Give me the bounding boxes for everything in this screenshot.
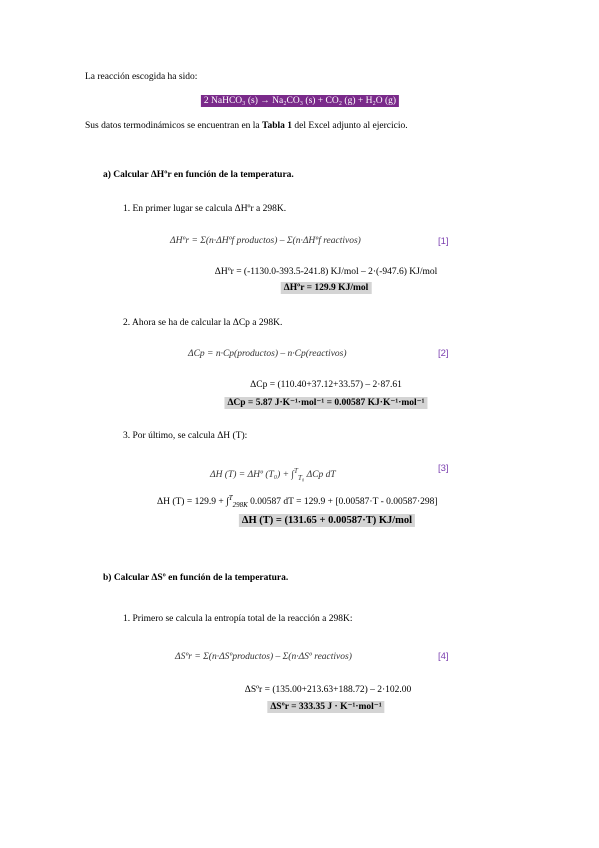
a-step3-formula-rhs: ΔCp dT [304,470,336,481]
b-step1-calc: ΔSºr = (135.00+213.63+188.72) – 2·102.00 [244,685,412,695]
integral-upper: T [228,494,233,502]
integral-icon [291,467,304,482]
a-step3-formula [210,467,336,482]
a-step1-calc: ΔHºr = (-1130.0-393.5-241.8) KJ/mol – 2·(-947.6) KJ/mol [214,267,438,277]
a-step2-result [224,397,427,408]
a-step1-text: 1. En primer lugar se calcula ΔHºr a 298K. [123,204,287,214]
a-step1-result [281,283,372,293]
integral-lower: 298K [232,501,248,510]
section-b-heading: b) Calcular ΔSº en función de la temperatura. [103,573,289,583]
a-step3-result-box: ΔH (T) = (131.65 + 0.00587·T) KJ/mol [239,514,415,527]
a-step3-calc-lhs: ΔH (T) = 129.9 + [157,497,227,508]
b-step1-ref: [4] [438,651,449,662]
a-step2-formula: ΔCp = n·Cp(productos) – n·Cp(reactivos) [188,349,347,359]
a-step1-result-box: ΔHºr = 129.9 KJ/mol [281,282,372,294]
a-step3-text: 3. Por último, se calcula ΔH (T): [123,431,248,441]
data-prefix: Sus datos termodinámicos se encuentran en la [85,121,263,131]
b-step1-formula: ΔSºr = Σ(n·ΔSºproductos) – Σ(n·ΔSº reactivos) [175,652,352,662]
b-step1-result-box: ΔSºr = 333.35 J · K⁻¹·mol⁻¹ [267,701,384,713]
a-step2-ref: [2] [438,348,449,359]
a-step2-text: 2. Ahora se ha de calcular la ΔCp a 298K. [123,318,283,328]
a-step1-ref: [1] [438,236,449,247]
section-a-heading: a) Calcular ΔHºr en función de la temperatura. [103,170,294,180]
data-sentence [85,121,408,131]
b-step1-result [267,701,384,712]
a-step3-result [239,515,415,526]
b-step1-text: 1. Primero se calcula la entropía total de la reacción a 298K: [123,614,353,624]
a-step2-result-box: ΔCp = 5.87 J·K⁻¹·mol⁻¹ = 0.00587 KJ·K⁻¹·mol⁻¹ [224,397,427,409]
integral-icon [226,494,248,509]
a-step2-calc: ΔCp = (110.40+37.12+33.57) – 2·87.61 [250,380,402,390]
integral-lower: T₀ [297,474,305,483]
integral-sign: ∫ [226,497,229,508]
a-step3-formula-lhs: ΔH (T) = ΔHº (T₀) + [210,470,292,481]
a-step3-calc [157,494,438,509]
a-step3-ref: [3] [438,463,449,474]
a-step1-formula: ΔHºr = Σ(n·ΔHºf productos) – Σ(n·ΔHºf reactivos) [170,236,361,246]
integral-upper: T [294,467,298,475]
a-step3-calc-rhs: 0.00587 dT = 129.9 + [0.00587·T - 0.00587·298] [247,497,438,508]
integral-sign: ∫ [291,470,295,481]
data-suffix: del Excel adjunto al ejercicio. [292,121,408,131]
data-table-ref: Tabla 1 [262,121,293,131]
reaction-equation [201,96,399,106]
reaction-highlight: 2 NaHCO₃ (s) → Na₂CO₃ (s) + CO₂ (g) + H₂O (g) [201,95,399,107]
reaction-label: La reacción escogida ha sido: [85,72,198,82]
